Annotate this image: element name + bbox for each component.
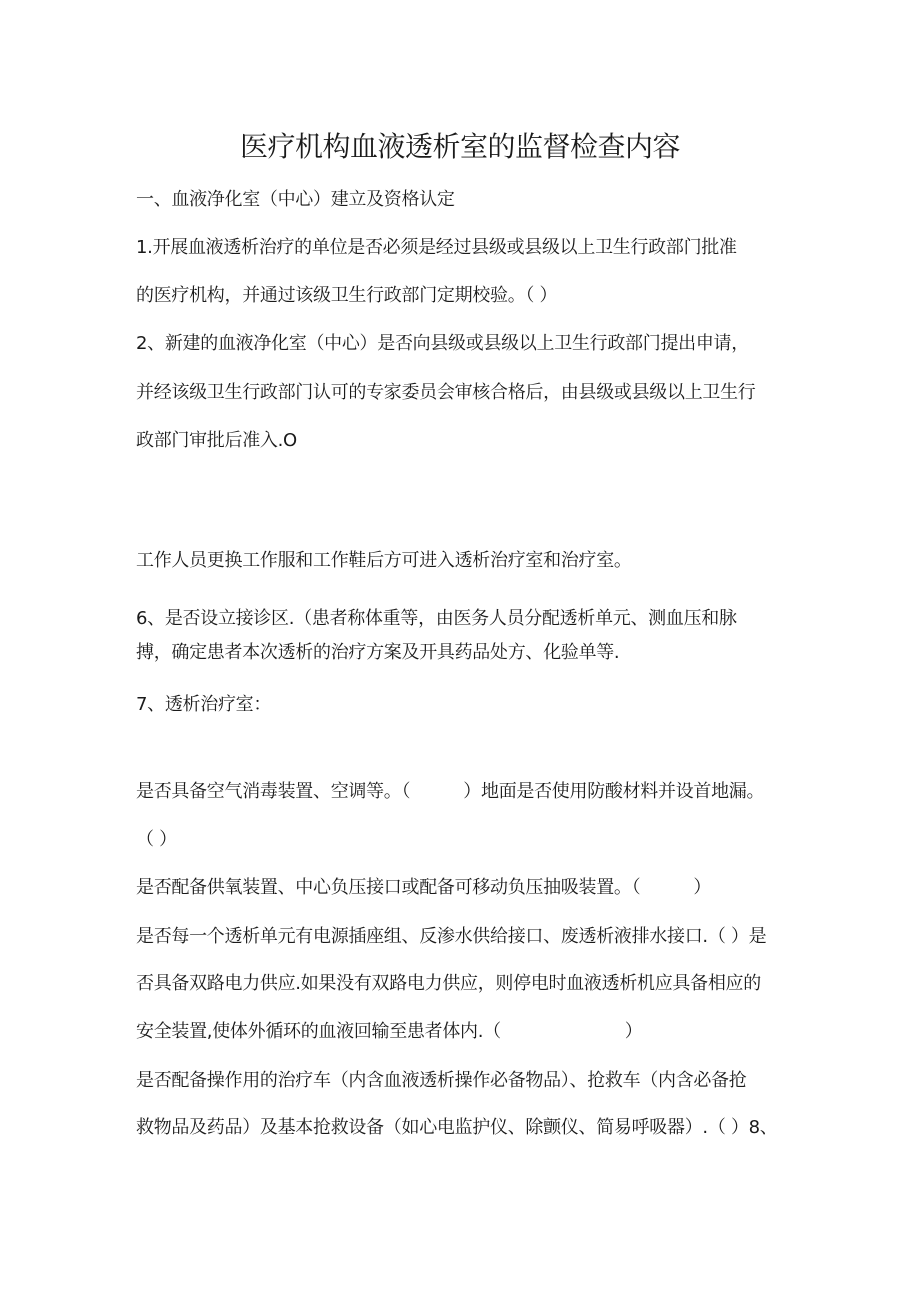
text-line: 是否每一个透析单元有电源插座组、反渗水供给接口、废透析液排水接口.（ ）是	[136, 926, 767, 947]
text-line: 是否配备操作用的治疗车（内含血液透析操作必备物品）、抢救车（内含必备抢	[136, 1070, 747, 1091]
text-line: 是否配备供氧装置、中心负压接口或配备可移动负压抽吸装置。（ ）	[136, 877, 712, 898]
text-line: 的医疗机构，并通过该级卫生行政部门定期校验。（ ）	[136, 285, 558, 306]
text-line: 并经该级卫生行政部门认可的专家委员会审核合格后，由县级或县级以上卫生行	[136, 382, 756, 403]
section-heading: 一、血液净化室（中心）建立及资格认定	[136, 189, 455, 210]
text-line: 1.开展血液透析治疗的单位是否必须是经过县级或县级以上卫生行政部门批准	[136, 237, 737, 258]
text-line: 工作人员更换工作服和工作鞋后方可进入透析治疗室和治疗室。	[136, 550, 632, 571]
text-line: （ ）	[136, 829, 177, 850]
text-line: 2、新建的血液净化室（中心）是否向县级或县级以上卫生行政部门提出申请，	[136, 333, 749, 354]
text-line: 7、透析治疗室：	[136, 694, 272, 715]
text-line: 搏，确定患者本次透析的治疗方案及开具药品处方、化验单等.	[136, 642, 620, 663]
text-line: 6、是否设立接诊区.（患者称体重等，由医务人员分配透析单元、测血压和脉	[136, 608, 737, 629]
text-line: 安全装置,使体外循环的血液回输至患者体内.（ ）	[136, 1021, 643, 1042]
text-line: 否具备双路电力供应.如果没有双路电力供应，则停电时血液透析机应具备相应的	[136, 973, 761, 994]
document-title: 医疗机构血液透析室的监督检查内容	[239, 130, 680, 163]
text-line: 政部门审批后准入.O	[136, 430, 297, 451]
text-line: 救物品及药品）及基本抢救设备（如心电监护仪、除颤仪、简易呼吸器）.（ ）8、	[136, 1117, 778, 1138]
text-line: 是否具备空气消毒装置、空调等。（ ）地面是否使用防酸材料并设首地漏。	[136, 781, 765, 802]
